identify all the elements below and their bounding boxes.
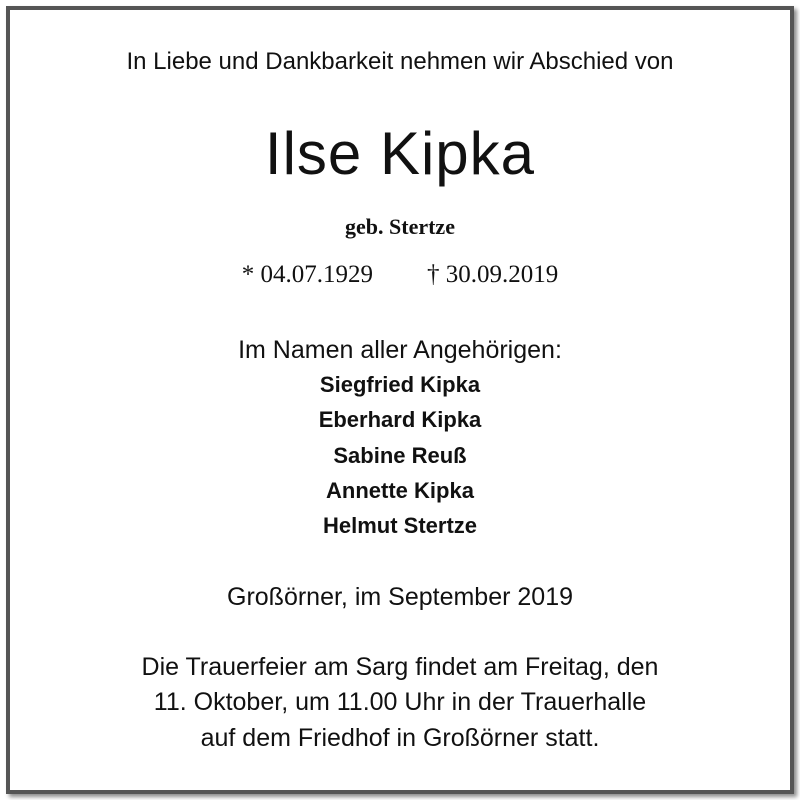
deceased-name: Ilse Kipka [264, 120, 536, 187]
funeral-info-line: Die Trauerfeier am Sarg findet am Freitag, den [141, 653, 659, 681]
mourner-name: Helmut Stertze [322, 513, 478, 538]
mourner-name: Eberhard Kipka [318, 407, 482, 432]
life-dates [0, 262, 800, 287]
intro-text: In Liebe und Dankbarkeit nehmen wir Abschied von [126, 48, 674, 75]
birth-date: * 04.07.1929 [241, 261, 373, 288]
funeral-info-line: 11. Oktober, um 11.00 Uhr in der Trauerhalle [153, 688, 647, 716]
funeral-info-line: auf dem Friedhof in Großörner statt. [200, 724, 600, 752]
place-date: Großörner, im September 2019 [227, 583, 573, 611]
mourners-intro: Im Namen aller Angehörigen: [238, 336, 562, 364]
birth-name: geb. Stertze [345, 214, 455, 239]
mourner-name: Annette Kipka [326, 478, 474, 503]
mourner-name: Siegfried Kipka [319, 372, 481, 397]
mourner-name: Sabine Reuß [333, 443, 467, 468]
death-date: † 30.09.2019 [427, 261, 559, 288]
